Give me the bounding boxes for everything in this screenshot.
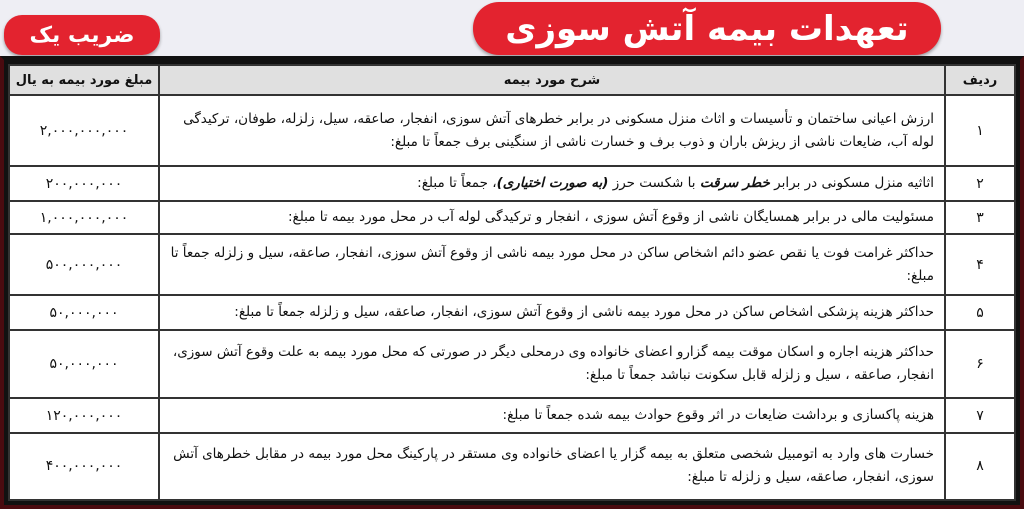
description-text: اثاثیه منزل مسکونی در برابر — [769, 175, 934, 192]
column-header-amount: مبلغ مورد بیمه به یال — [9, 65, 159, 95]
row-index: ۲ — [945, 166, 1015, 201]
row-amount: ۱,۰۰۰,۰۰۰,۰۰۰ — [9, 201, 159, 235]
row-index: ۶ — [945, 330, 1015, 398]
factor-label: ضریب یک — [29, 22, 135, 48]
row-description: ارزش اعیانی ساختمان و تأسیسات و اثاث منزل مسکونی در برابر خطرهای آتش سوزی، انفجار، صاعقه، سیل، زلزله، طوفان، ترکیدگی لوله آب، ضایعات ناشی از ریزش باران و ذوب برف و خسارت ناشی از سنگینی برف جمعاً تا مبلغ: — [159, 95, 945, 166]
table-row — [9, 330, 1015, 398]
factor-badge — [4, 15, 160, 55]
row-description: مسئولیت مالی در برابر همسایگان ناشی از وقوع آتش سوزی ، انفجار و ترکیدگی لوله آب در محل مورد بیمه تا مبلغ: — [159, 201, 945, 235]
table-header-row — [9, 65, 1015, 95]
description-text: با شکست حرز — [608, 175, 700, 192]
row-description: حداکثر غرامت فوت یا نقص عضو دائم اشخاص ساکن در محل مورد بیمه ناشی از وقوع آتش سوزی، انفجار، صاعقه، سیل و زلزله جمعاً تا مبلغ: — [159, 234, 945, 295]
row-index: ۱ — [945, 95, 1015, 166]
description-text: ، جمعاً تا مبلغ: — [417, 175, 497, 192]
description-emphasis-optional: (به صورت اختیاری) — [496, 175, 609, 192]
row-index: ۸ — [945, 433, 1015, 500]
table-frame — [0, 56, 1024, 509]
row-amount: ۵۰,۰۰۰,۰۰۰ — [9, 295, 159, 330]
column-header-description: شرح مورد بیمه — [159, 65, 945, 95]
row-amount: ۵۰۰,۰۰۰,۰۰۰ — [9, 234, 159, 295]
row-amount: ۲۰۰,۰۰۰,۰۰۰ — [9, 166, 159, 201]
row-index: ۴ — [945, 234, 1015, 295]
table-row — [9, 295, 1015, 330]
table-row — [9, 201, 1015, 235]
row-amount: ۵۰,۰۰۰,۰۰۰ — [9, 330, 159, 398]
table-row — [9, 234, 1015, 295]
table-row — [9, 398, 1015, 433]
table-row — [9, 166, 1015, 201]
row-amount: ۲,۰۰۰,۰۰۰,۰۰۰ — [9, 95, 159, 166]
page-title-banner — [473, 2, 941, 55]
row-description: خسارت های وارد به اتومبیل شخصی متعلق به بیمه گزار یا اعضای خانواده وی مستقر در پارکینگ محل مورد بیمه در مقابل خطرهای آتش سوزی، انفجار، صاعقه، سیل و زلزله تا مبلغ: — [159, 433, 945, 500]
table-row — [9, 433, 1015, 500]
table-row — [9, 95, 1015, 166]
row-amount: ۴۰۰,۰۰۰,۰۰۰ — [9, 433, 159, 500]
row-description: حداکثر هزینه اجاره و اسکان موقت بیمه گزارو اعضای خانواده وی درمحلی دیگر در صورتی که محل مورد بیمه به علت وقوع آتش سوزی، انفجار، صاعقه ، سیل و زلزله قابل سکونت نباشد جمعاً تا مبلغ: — [159, 330, 945, 398]
page-title: تعهدات بیمه آتش سوزی — [505, 8, 909, 49]
row-description: حداکثر هزینه پزشکی اشخاص ساکن در محل مورد بیمه ناشی از وقوع آتش سوزی، انفجار، صاعقه، سیل و زلزله جمعاً تا مبلغ: — [159, 295, 945, 330]
row-index: ۳ — [945, 201, 1015, 235]
row-index: ۷ — [945, 398, 1015, 433]
row-description — [159, 166, 945, 201]
row-amount: ۱۲۰,۰۰۰,۰۰۰ — [9, 398, 159, 433]
coverage-table — [8, 64, 1016, 501]
row-description: هزینه پاکسازی و برداشت ضایعات در اثر وقوع حوادث بیمه شده جمعاً تا مبلغ: — [159, 398, 945, 433]
column-header-row: ردیف — [945, 65, 1015, 95]
description-emphasis-theft: خطر سرقت — [699, 175, 770, 192]
row-index: ۵ — [945, 295, 1015, 330]
